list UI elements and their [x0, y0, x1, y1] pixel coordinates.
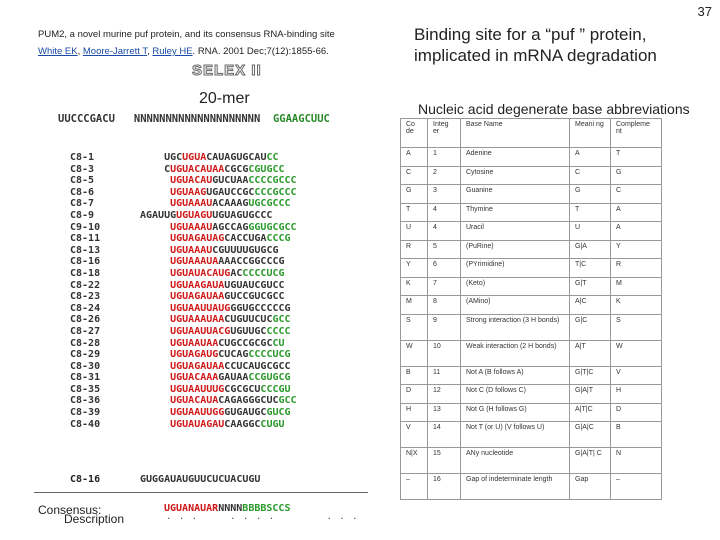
- sequence-segment: CAUA: [206, 152, 231, 163]
- table-cell: T|C: [570, 259, 611, 278]
- clone-sequence-list: [70, 152, 297, 430]
- table-row: [401, 203, 662, 222]
- sequence-segment: [140, 198, 170, 210]
- table-cell: 12: [428, 385, 461, 404]
- table-cell: A|T: [570, 340, 611, 366]
- table-cell: D: [401, 385, 428, 404]
- table-cell: A: [611, 222, 662, 241]
- table-cell: Uracil: [461, 222, 570, 241]
- sequence-segment: AGCCAG: [212, 221, 249, 233]
- mer-label: 20-mer: [199, 90, 250, 107]
- sequence-segment: [140, 326, 170, 338]
- column-header: Co de: [401, 119, 428, 148]
- table-cell: Not T (or U) (V follows U): [461, 422, 570, 448]
- divider-line: [34, 492, 368, 493]
- sequence-segment: CCCC: [266, 325, 291, 337]
- table-header-row: [401, 119, 662, 148]
- clone-name: C8-9: [70, 209, 95, 221]
- abbreviation-title: Nucleic acid degenerate base abbreviations: [418, 101, 690, 117]
- column-header: Base Name: [461, 119, 570, 148]
- table-cell: G: [401, 185, 428, 204]
- sequence-segment: UGUAUAGAU: [170, 418, 225, 430]
- sequence-segment: CUGCCGCGC: [218, 337, 273, 349]
- table-cell: Cytosine: [461, 166, 570, 185]
- clone-name: C8-30: [70, 360, 101, 372]
- table-cell: H: [401, 403, 428, 422]
- clone-name: C8-22: [70, 279, 101, 291]
- sequence-segment: [140, 419, 170, 431]
- table-cell: G: [611, 166, 662, 185]
- table-cell: U: [570, 222, 611, 241]
- table-cell: H: [611, 385, 662, 404]
- clone-name: C8-11: [70, 233, 101, 245]
- consensus-segment: UGUA: [164, 503, 189, 514]
- sequence-segment: UGC: [140, 152, 183, 163]
- table-cell: –: [401, 474, 428, 500]
- clone-name: C8-39: [70, 407, 101, 419]
- sequence-segment: UGUAAAU: [170, 198, 213, 210]
- sequence-segment: CU: [272, 337, 285, 349]
- table-cell: 14: [428, 422, 461, 448]
- table-cell: C: [401, 166, 428, 185]
- table-cell: Not G (H follows G): [461, 403, 570, 422]
- sequence-segment: GCC: [272, 314, 291, 326]
- sequence-segment: CUCAG: [218, 349, 249, 361]
- clone-name: C9-10: [70, 221, 101, 233]
- sequence-segment: UGUAUACAUG: [170, 267, 231, 279]
- table-cell: 9: [428, 314, 461, 340]
- author-link[interactable]: White EK: [38, 46, 78, 57]
- citation-title: PUM2, a novel murine puf protein, and its consensus RNA-binding site: [38, 29, 335, 40]
- column-header: Integ er: [428, 119, 461, 148]
- clone-name: C8-23: [70, 291, 101, 303]
- sequence-segment: GGUGCGCC: [248, 221, 297, 233]
- sequence-segment: [140, 338, 170, 350]
- selex-label: SELEX II: [192, 62, 262, 79]
- table-cell: 11: [428, 366, 461, 385]
- table-cell: ANy nucleotide: [461, 448, 570, 474]
- column-header: Meani ng: [570, 119, 611, 148]
- clone-row: [70, 280, 297, 292]
- table-cell: Not A (B follows A): [461, 366, 570, 385]
- clone-row: [70, 419, 297, 431]
- table-cell: G|A|T: [570, 385, 611, 404]
- sequence-segment: AC: [230, 267, 243, 279]
- table-cell: 1: [428, 148, 461, 167]
- sequence-segment: UGUACAU: [170, 175, 213, 187]
- sequence-segment: [140, 291, 170, 303]
- clone-name: C8-5: [70, 175, 95, 187]
- table-cell: N|X: [401, 448, 428, 474]
- sequence-segment: CCCCUCG: [242, 267, 285, 279]
- table-cell: D: [611, 403, 662, 422]
- sequence-segment: UGUAAAU: [170, 244, 213, 256]
- table-row: [401, 422, 662, 448]
- table-row: [401, 185, 662, 204]
- sequence-segment: [140, 175, 170, 187]
- clone-row: [70, 291, 297, 303]
- table-cell: M: [611, 277, 662, 296]
- clone-name: C8-3: [70, 163, 95, 175]
- sequence-segment: [140, 303, 170, 315]
- table-cell: G|A|T| C: [570, 448, 611, 474]
- table-cell: R: [611, 259, 662, 278]
- clone-name: C8-18: [70, 267, 101, 279]
- table-cell: 13: [428, 403, 461, 422]
- clone-row: [70, 407, 297, 419]
- author-link[interactable]: Ruley HE: [152, 46, 193, 57]
- sequence-segment: UGCGCCC: [248, 198, 291, 210]
- consensus-dots: . . . . . . . . . .: [166, 512, 359, 522]
- sequence-segment: UGUAAAUA: [170, 256, 219, 268]
- sequence-segment: GAUAA: [218, 372, 249, 384]
- table-cell: 4: [428, 203, 461, 222]
- sequence-segment: CCCG: [266, 233, 291, 245]
- table-cell: (Keto): [461, 277, 570, 296]
- sequence-segment: [140, 233, 170, 245]
- sequence-segment: [140, 245, 170, 257]
- table-row: [401, 314, 662, 340]
- library-right: GGAAGCUUC: [272, 113, 330, 125]
- sequence-segment: CC: [266, 152, 279, 163]
- clone-row: [70, 349, 297, 361]
- table-cell: C: [611, 185, 662, 204]
- table-cell: C: [570, 166, 611, 185]
- sequence-segment: [140, 256, 170, 268]
- sequence-segment: UGUAUCGUCC: [224, 279, 285, 291]
- table-cell: Thymine: [461, 203, 570, 222]
- table-cell: 3: [428, 185, 461, 204]
- clone-row: [70, 222, 297, 234]
- table-cell: (PuRine): [461, 240, 570, 259]
- clone-row: [70, 164, 297, 176]
- clone-c8-16-row: [70, 474, 260, 485]
- sequence-segment: UGUAAG: [170, 186, 207, 198]
- table-cell: 6: [428, 259, 461, 278]
- table-row: [401, 166, 662, 185]
- sequence-segment: GUCUAA: [212, 175, 249, 187]
- sequence-segment: CCCCGCCC: [248, 175, 297, 187]
- table-row: [401, 222, 662, 241]
- table-cell: G|A|C: [570, 422, 611, 448]
- clone-name: C8-6: [70, 186, 95, 198]
- sequence-segment: [140, 372, 170, 384]
- table-cell: M: [401, 296, 428, 315]
- sequence-segment: UGUAAGAUA: [170, 279, 225, 291]
- clone-name: C8-27: [70, 325, 101, 337]
- clone-row: [70, 395, 297, 407]
- column-header: Compleme nt: [611, 119, 662, 148]
- sequence-segment: UGUAGAUG: [170, 349, 219, 361]
- table-cell: B: [611, 422, 662, 448]
- table-cell: 8: [428, 296, 461, 315]
- table-row: [401, 259, 662, 278]
- sequence-segment: [140, 395, 170, 407]
- table-row: [401, 385, 662, 404]
- table-cell: A: [611, 203, 662, 222]
- clone-row: [70, 372, 297, 384]
- table-cell: G|C: [570, 314, 611, 340]
- table-cell: 4: [428, 222, 461, 241]
- table-cell: T: [570, 203, 611, 222]
- clone-row: [70, 210, 297, 222]
- sequence-segment: [140, 407, 170, 419]
- clone-name: C8-31: [70, 372, 101, 384]
- sequence-segment: AAACCGGCCCG: [218, 256, 285, 268]
- clone-row: [70, 361, 297, 373]
- sequence-segment: UGUAAAUAA: [170, 314, 225, 326]
- clone-row: [70, 256, 297, 268]
- sequence-segment: UGUACAUA: [170, 395, 219, 407]
- table-row: [401, 240, 662, 259]
- sequence-segment: UGUAAUUGG: [170, 407, 225, 419]
- clone-row: [70, 233, 297, 245]
- table-row: [401, 448, 662, 474]
- sequence-segment: UGUAAAU: [170, 221, 213, 233]
- table-cell: G|T|C: [570, 366, 611, 385]
- sequence-segment: CCCGCCC: [254, 186, 297, 198]
- clone-sequence: GUGGAUAUGUUCUCUACUGU: [140, 474, 261, 485]
- table-cell: A: [401, 148, 428, 167]
- table-row: [401, 148, 662, 167]
- table-cell: 5: [428, 240, 461, 259]
- table-cell: Weak interaction (2 H bonds): [461, 340, 570, 366]
- sequence-segment: GUCG: [266, 407, 291, 419]
- clone-row: [70, 268, 297, 280]
- clone-row: [70, 245, 297, 257]
- consensus-segment: BBBBSCCS: [242, 503, 291, 514]
- table-row: [401, 403, 662, 422]
- table-cell: U: [401, 222, 428, 241]
- sequence-segment: C: [140, 163, 171, 175]
- table-row: [401, 277, 662, 296]
- sequence-segment: CGCG: [224, 163, 249, 175]
- clone-name: C8-16: [70, 256, 101, 268]
- clone-row: [70, 152, 297, 164]
- sequence-segment: ACAAAG: [212, 198, 249, 210]
- sequence-segment: UGUAGU: [176, 209, 213, 221]
- table-row: [401, 340, 662, 366]
- sequence-segment: GUCCGUCGCC: [224, 291, 285, 303]
- sequence-segment: UGUAAUUUG: [170, 383, 225, 395]
- table-cell: Adenine: [461, 148, 570, 167]
- table-cell: T: [611, 148, 662, 167]
- table-cell: R: [401, 240, 428, 259]
- sequence-segment: UGUACAAA: [170, 372, 219, 384]
- clone-name: C8-7: [70, 198, 95, 210]
- table-cell: K: [401, 277, 428, 296]
- description-label: Description: [64, 512, 125, 526]
- sequence-segment: CACCUGA: [224, 233, 267, 245]
- library-left: UUCCCGACU: [58, 113, 115, 125]
- slide-heading: Binding site for a “puf ” protein, implicated in mRNA degradation: [414, 25, 657, 65]
- sequence-segment: [140, 187, 170, 199]
- table-cell: S: [611, 314, 662, 340]
- sequence-segment: UGUAAUAA: [170, 337, 219, 349]
- sequence-segment: [140, 268, 170, 280]
- sequence-segment: UGAUCCGC: [206, 186, 255, 198]
- citation-source: RNA. 2001 Dec;7(12):1855-66.: [197, 46, 329, 57]
- sequence-segment: UGUAGUGCCC: [212, 209, 273, 221]
- table-cell: 7: [428, 277, 461, 296]
- table-cell: N: [611, 448, 662, 474]
- table-cell: Y: [401, 259, 428, 278]
- consensus-label: Consensus:: [38, 503, 102, 517]
- library-random: NNNNNNNNNNNNNNNNNNNN: [133, 113, 261, 125]
- table-cell: A|C: [570, 296, 611, 315]
- clone-row: [70, 326, 297, 338]
- table-cell: S: [401, 314, 428, 340]
- clone-name: C8-13: [70, 244, 101, 256]
- table-cell: G|A: [570, 240, 611, 259]
- sequence-segment: [140, 349, 170, 361]
- sequence-segment: UGUA: [182, 152, 207, 163]
- consensus-segment: NAUAR: [188, 503, 219, 514]
- table-cell: T: [401, 203, 428, 222]
- clone-name: C8-16: [70, 474, 101, 485]
- sequence-segment: UGUAGAUAA: [170, 291, 225, 303]
- sequence-segment: CGCGCU: [224, 383, 261, 395]
- clone-name: C8-36: [70, 395, 101, 407]
- sequence-segment: UGUACAUAA: [170, 163, 225, 175]
- sequence-segment: GGUGCCCCCG: [230, 302, 291, 314]
- table-cell: Y: [611, 240, 662, 259]
- table-cell: A: [570, 148, 611, 167]
- sequence-segment: CCGUGCG: [248, 372, 291, 384]
- page-number: 37: [697, 4, 712, 19]
- table-cell: Gap: [570, 474, 611, 500]
- table-row: [401, 474, 662, 500]
- table-cell: 2: [428, 166, 461, 185]
- consensus-segment: NNNN: [218, 503, 243, 514]
- clone-name: C8-28: [70, 337, 101, 349]
- sequence-segment: AGAUUG: [140, 209, 177, 221]
- table-cell: Not C (D follows C): [461, 385, 570, 404]
- library-sequence: [58, 113, 330, 125]
- sequence-segment: CAAGGC: [224, 418, 261, 430]
- clone-row: [70, 175, 297, 187]
- table-cell: Guanine: [461, 185, 570, 204]
- clone-name: C8-29: [70, 349, 101, 361]
- table-cell: W: [401, 340, 428, 366]
- table-cell: –: [611, 474, 662, 500]
- sequence-segment: [140, 222, 170, 234]
- table-row: [401, 296, 662, 315]
- table-cell: K: [611, 296, 662, 315]
- clone-name: C8-26: [70, 314, 101, 326]
- table-cell: A|T|C: [570, 403, 611, 422]
- table-cell: 16: [428, 474, 461, 500]
- clone-row: [70, 384, 297, 396]
- sequence-segment: CGUUUUGUGCG: [212, 244, 279, 256]
- sequence-segment: [140, 314, 170, 326]
- table-cell: V: [611, 366, 662, 385]
- table-cell: Strong interaction (3 H bonds): [461, 314, 570, 340]
- clone-name: C8-1: [70, 152, 95, 163]
- sequence-segment: UGUAAUUACG: [170, 325, 231, 337]
- sequence-segment: UGUAAUUAUG: [170, 302, 231, 314]
- sequence-segment: GUGAUGC: [224, 407, 267, 419]
- table-cell: V: [401, 422, 428, 448]
- table-row: [401, 366, 662, 385]
- clone-name: C8-24: [70, 302, 101, 314]
- sequence-segment: CCCGU: [260, 383, 291, 395]
- table-cell: 15: [428, 448, 461, 474]
- sequence-segment: [140, 384, 170, 396]
- sequence-segment: GUGCAU: [230, 152, 267, 163]
- table-cell: W: [611, 340, 662, 366]
- clone-row: [70, 338, 297, 350]
- sequence-segment: UGUAGAUAA: [170, 360, 225, 372]
- sequence-segment: UGUAGAUAG: [170, 233, 225, 245]
- clone-row: [70, 314, 297, 326]
- table-cell: (PYrimidine): [461, 259, 570, 278]
- citation-reference: White EK, Moore-Jarrett T, Ruley HE. RNA. 2001 Dec;7(12):1855-66.: [38, 46, 329, 57]
- sequence-segment: CUGUUCUC: [224, 314, 273, 326]
- table-cell: G|T: [570, 277, 611, 296]
- clone-row: [70, 303, 297, 315]
- sequence-segment: [140, 280, 170, 292]
- table-cell: B: [401, 366, 428, 385]
- table-cell: 10: [428, 340, 461, 366]
- table-cell: Gap of indeterminate length: [461, 474, 570, 500]
- clone-row: [70, 198, 297, 210]
- author-link[interactable]: Moore-Jarrett T: [82, 46, 148, 57]
- abbreviation-table: [400, 118, 662, 500]
- table-cell: G: [570, 185, 611, 204]
- sequence-segment: CAGAGGGCUC: [218, 395, 279, 407]
- clone-name: C8-35: [70, 383, 101, 395]
- sequence-segment: CCCCUCG: [248, 349, 291, 361]
- sequence-segment: CUGU: [260, 418, 285, 430]
- clone-name: C8-40: [70, 418, 101, 430]
- sequence-segment: CCUCAUGCGCC: [224, 360, 291, 372]
- sequence-segment: [140, 361, 170, 373]
- table-cell: (AMino): [461, 296, 570, 315]
- sequence-segment: UGUUGC: [230, 325, 267, 337]
- sequence-segment: CGUGCC: [248, 163, 285, 175]
- sequence-segment: GCC: [278, 395, 297, 407]
- clone-row: [70, 187, 297, 199]
